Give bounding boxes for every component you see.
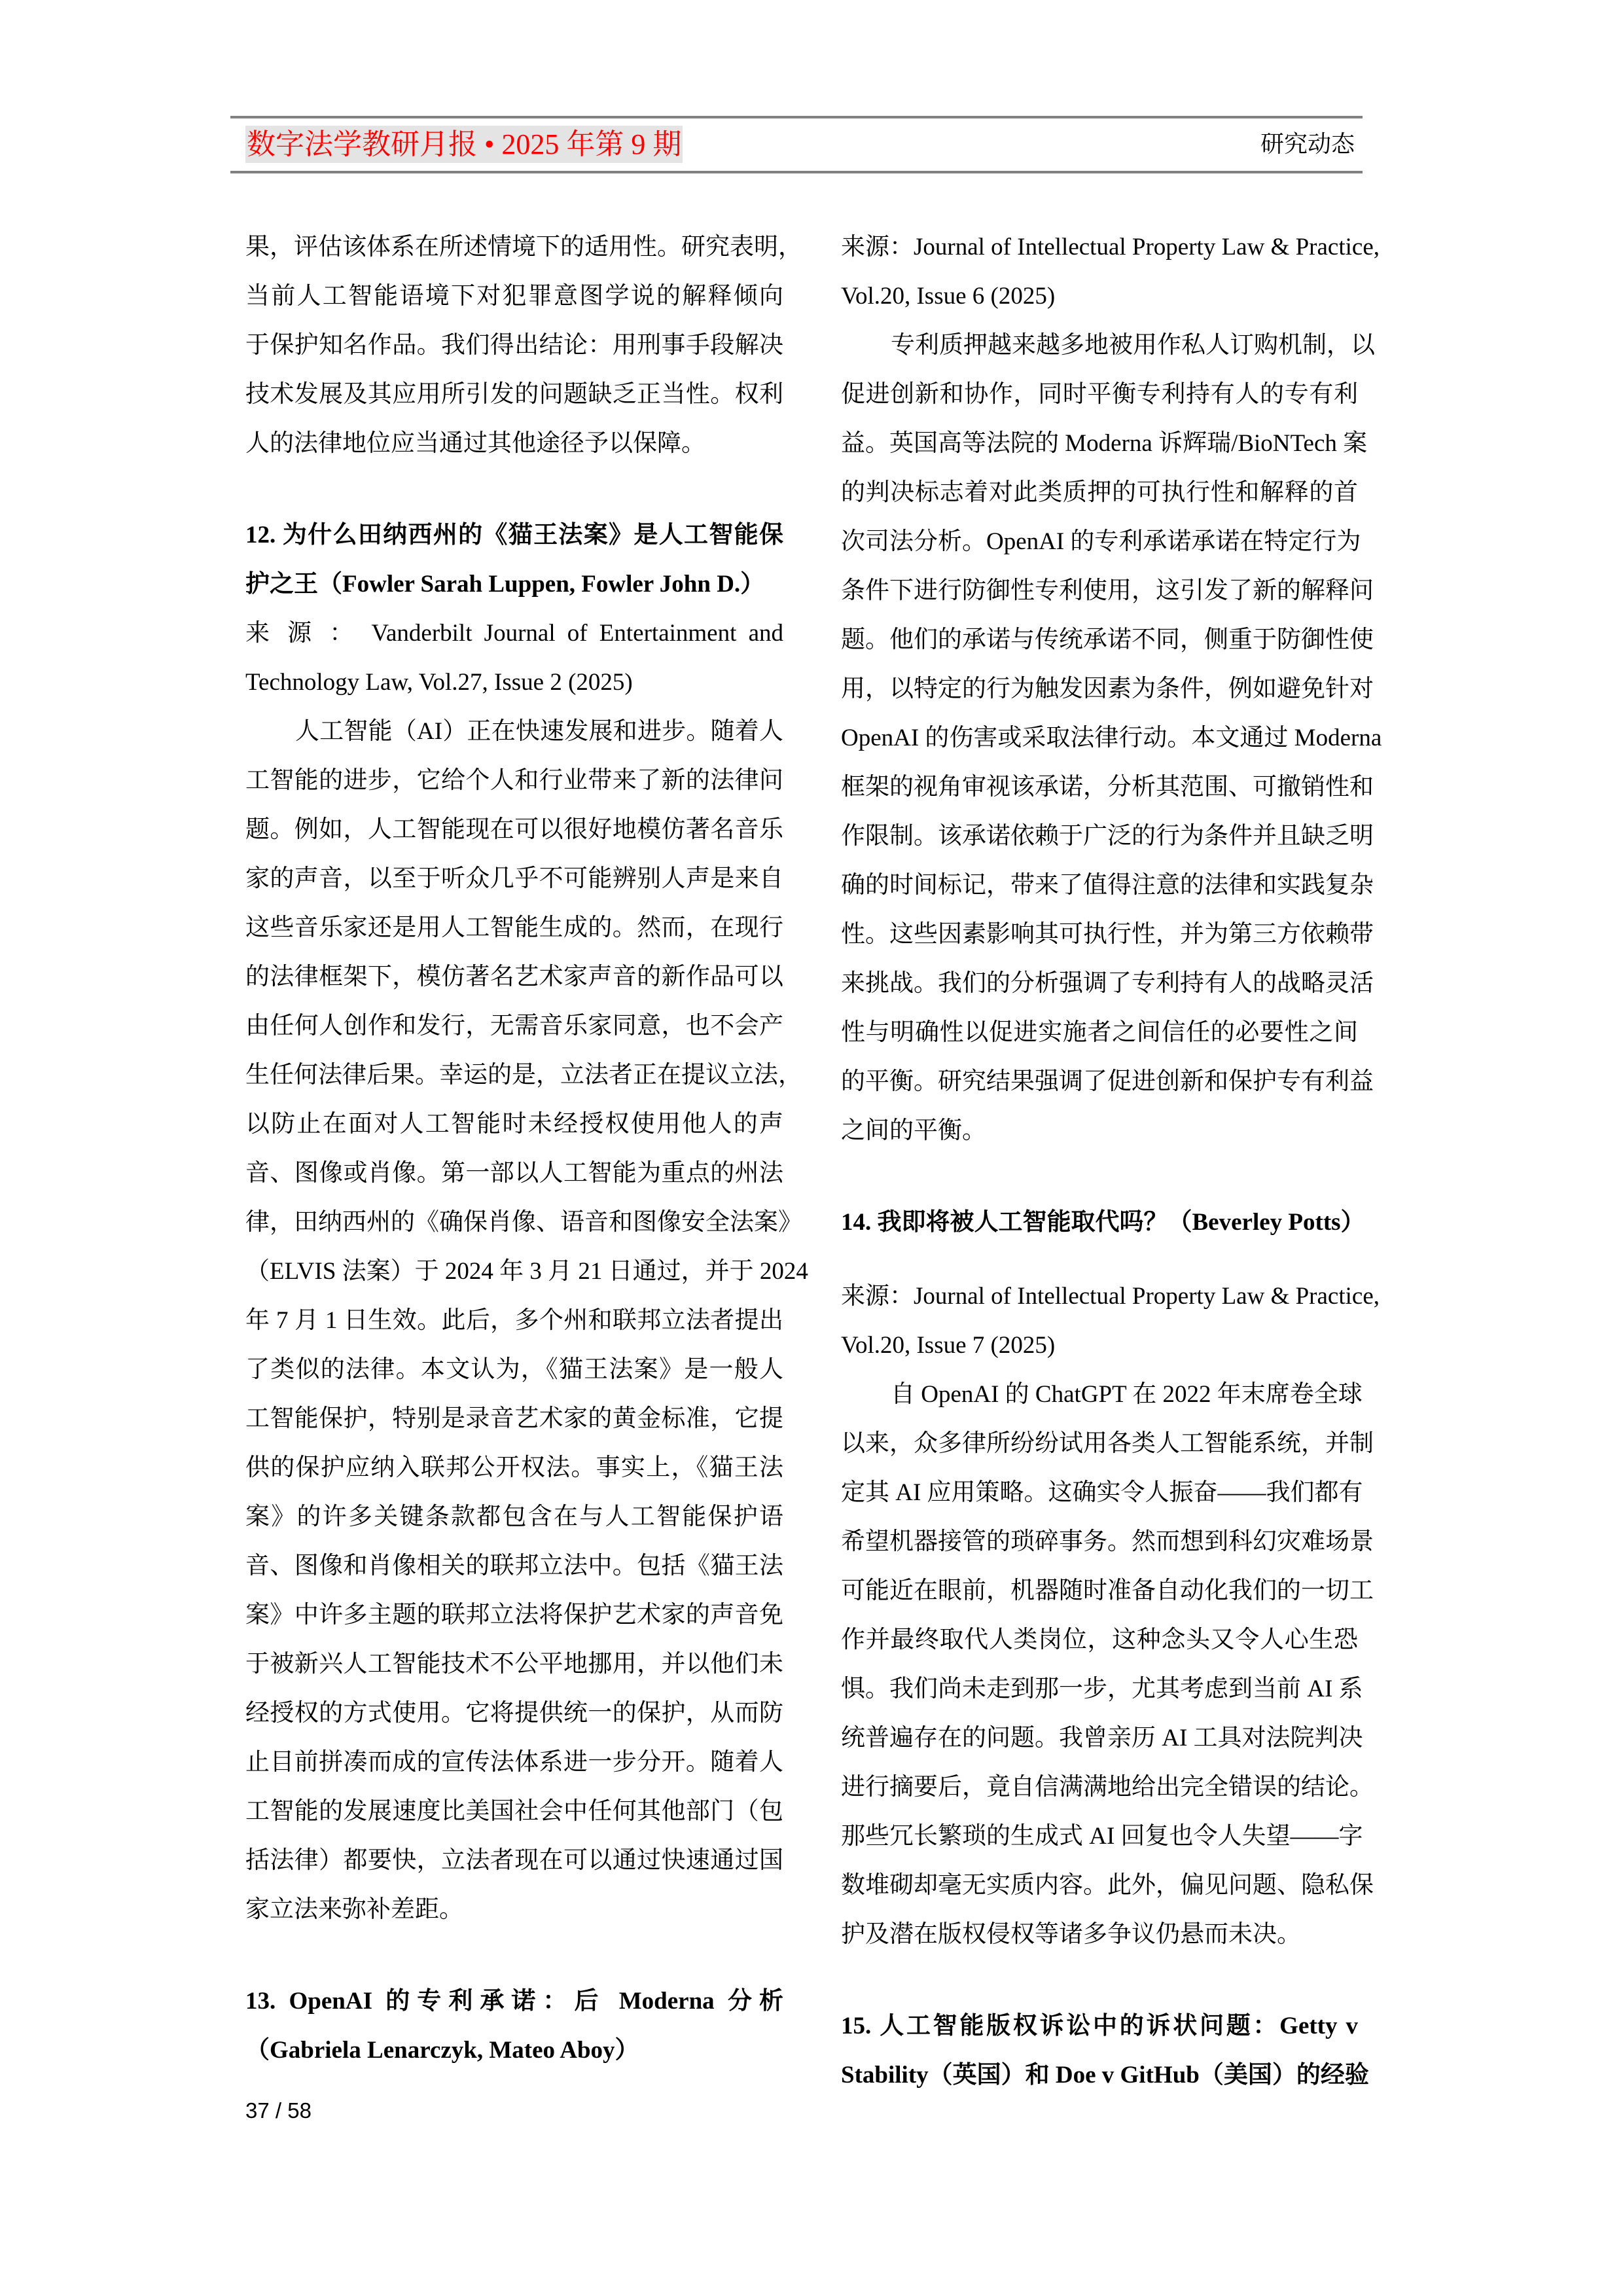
text-line: 家的声音，以至于听众几乎不可能辨别人声是来自: [245, 865, 783, 892]
text-line: 由任何人创作和发行，无需音乐家同意，也不会产: [245, 1013, 783, 1039]
page-indicator: 37 / 58: [245, 2098, 312, 2123]
header-bottom-rule: [230, 171, 1363, 173]
text-line: 当前人工智能语境下对犯罪意图学说的解释倾向: [245, 283, 783, 310]
article-title-line: 13. OpenAI 的专利承诺：后 Moderna 分析: [245, 1988, 783, 2015]
text-line: 年 7 月 1 日生效。此后，多个州和联邦立法者提出: [245, 1307, 783, 1334]
text-line: 惧。我们尚未走到那一步，尤其考虑到当前 AI 系: [841, 1676, 1363, 1702]
text-line: 音、图像或肖像。第一部以人工智能为重点的州法: [245, 1160, 783, 1187]
text-line: 的法律框架下，模仿著名艺术家声音的新作品可以: [245, 963, 783, 990]
spacer: [841, 1959, 1358, 2001]
article-title-line: 护之王（Fowler Sarah Luppen, Fowler John D.）: [245, 571, 765, 598]
article-source-line: 来源：Journal of Intellectual Property Law & Practice,: [841, 234, 1380, 260]
text-line: 确的时间标记，带来了值得注意的法律和实践复杂: [841, 872, 1374, 899]
text-line: 统普遍存在的问题。我曾亲历 AI 工具对法院判决: [841, 1725, 1363, 1751]
text-line: （ELVIS 法案）于 2024 年 3 月 21 日通过，并于 2024: [245, 1258, 808, 1285]
text-line: 音、图像和肖像相关的联邦立法中。包括《猫王法: [245, 1552, 783, 1579]
article-12: [245, 511, 808, 1934]
text-line: 案》的许多关键条款都包含在与人工智能保护语: [245, 1503, 783, 1530]
continued-paragraph: [245, 223, 802, 468]
text-line: 果，评估该体系在所述情境下的适用性。研究表明，: [245, 234, 802, 260]
text-line: 生任何法律后果。幸运的是，立法者正在提议立法，: [245, 1062, 802, 1088]
text-line: 案》中许多主题的联邦立法将保护艺术家的声音免: [245, 1602, 783, 1628]
text-line: 专利质押越来越多地被用作私人订购机制，以: [891, 332, 1375, 359]
text-line: 人的法律地位应当通过其他途径予以保障。: [245, 430, 705, 457]
text-line: 括法律）都要快，立法者现在可以通过快速通过国: [245, 1847, 783, 1874]
text-line: 促进创新和协作，同时平衡专利持有人的专有利: [841, 381, 1358, 408]
article-source-line: 来 源 ： Vanderbilt Journal of Entertainment and: [245, 620, 783, 647]
text-line: 性与明确性以促进实施者之间信任的必要性之间: [841, 1019, 1358, 1046]
article-title-line: 12. 为什么田纳西州的《猫王法案》是人工智能保: [245, 522, 783, 548]
text-line: 自 OpenAI 的 ChatGPT 在 2022 年末席卷全球: [891, 1381, 1363, 1408]
article-source-line: Technology Law, Vol.27, Issue 2 (2025): [245, 669, 633, 696]
article-title-line: 15. 人工智能版权诉讼中的诉状问题：Getty v: [841, 2013, 1358, 2039]
right-column: [841, 223, 1382, 2100]
text-line: 来挑战。我们的分析强调了专利持有人的战略灵活: [841, 970, 1374, 997]
text-line: 了类似的法律。本文认为，《猫王法案》是一般人: [245, 1356, 783, 1383]
text-line: 条件下进行防御性专利使用，这引发了新的解释问: [841, 577, 1374, 604]
text-line: 题。例如，人工智能现在可以很好地模仿著名音乐: [245, 816, 783, 843]
article-source-line: 来源：Journal of Intellectual Property Law & Practice,: [841, 1283, 1380, 1310]
text-line: 护及潜在版权侵权等诸多争议仍悬而未决。: [841, 1921, 1301, 1948]
article-13-body: [841, 223, 1382, 1155]
text-line: 于保护知名作品。我们得出结论：用刑事手段解决: [245, 332, 783, 359]
text-line: 以来，众多律所纷纷试用各类人工智能系统，并制: [841, 1430, 1374, 1457]
text-line: 定其 AI 应用策略。这确实令人振奋——我们都有: [841, 1479, 1363, 1506]
text-line: 这些音乐家还是用人工智能生成的。然而，在现行: [245, 914, 783, 941]
text-line: 于被新兴人工智能技术不公平地挪用，并以他们未: [245, 1651, 783, 1677]
text-line: 工智能的进步，它给个人和行业带来了新的法律问: [245, 767, 783, 794]
text-line: 希望机器接管的琐碎事务。然而想到科幻灾难场景: [841, 1528, 1374, 1555]
text-line: 之间的平衡。: [841, 1117, 986, 1144]
text-line: 数堆砌却毫无实质内容。此外，偏见问题、隐私保: [841, 1872, 1374, 1899]
text-line: 的判决标志着对此类质押的可执行性和解释的首: [841, 479, 1358, 506]
header-top-rule: [230, 116, 1363, 118]
text-line: 益。英国高等法院的 Moderna 诉辉瑞/BioNTech 案: [841, 430, 1368, 457]
text-line: 以防止在面对人工智能时未经授权使用他人的声: [245, 1111, 783, 1138]
text-line: 人工智能（AI）正在快速发展和进步。随着人: [295, 718, 783, 745]
text-line: 技术发展及其应用所引发的问题缺乏正当性。权利: [245, 381, 783, 408]
text-line: 经授权的方式使用。它将提供统一的保护，从而防: [245, 1700, 783, 1727]
text-line: 框架的视角审视该承诺，分析其范围、可撤销性和: [841, 774, 1374, 800]
spacer: [245, 1934, 783, 1977]
spacer: [245, 468, 783, 511]
text-line: 可能近在眼前，机器随时准备自动化我们的一切工: [841, 1577, 1374, 1604]
text-line: 进行摘要后，竟自信满满地给出完全错误的结论。: [841, 1774, 1374, 1801]
text-line: 作并最终取代人类岗位，这种念头又令人心生恐: [841, 1626, 1358, 1653]
article-14: [841, 1198, 1380, 1959]
article-13-heading: [245, 1977, 783, 2075]
spacer: [841, 1247, 1358, 1272]
section-label: 研究动态: [1260, 131, 1355, 157]
text-line: 家立法来弥补差距。: [245, 1896, 463, 1923]
article-source-line: Vol.20, Issue 6 (2025): [841, 283, 1056, 310]
article-title-line: Stability（英国）和 Doe v GitHub（美国）的经验: [841, 2062, 1369, 2089]
text-line: 工智能保护，特别是录音艺术家的黄金标准，它提: [245, 1405, 783, 1432]
text-line: 的平衡。研究结果强调了促进创新和保护专有利益: [841, 1068, 1374, 1095]
text-line: 律，田纳西州的《确保肖像、语音和图像安全法案》: [245, 1209, 802, 1236]
article-source-line: Vol.20, Issue 7 (2025): [841, 1332, 1056, 1359]
text-line: 那些冗长繁琐的生成式 AI 回复也令人失望——字: [841, 1823, 1363, 1850]
publication-title: 数字法学教研月报 • 2025 年第 9 期: [245, 126, 683, 163]
article-title-line: （Gabriela Lenarczyk, Mateo Aboy）: [245, 2037, 639, 2064]
text-line: 用，以特定的行为触发因素为条件，例如避免针对: [841, 675, 1374, 702]
text-line: 止目前拼凑而成的宣传法体系进一步分开。随着人: [245, 1749, 783, 1776]
article-abstract: [245, 707, 808, 1934]
text-line: OpenAI 的伤害或采取法律行动。本文通过 Moderna: [841, 725, 1382, 751]
text-line: 工智能的发展速度比美国社会中任何其他部门（包: [245, 1798, 783, 1825]
left-column: [245, 223, 808, 2075]
text-line: 作限制。该承诺依赖于广泛的行为条件并且缺乏明: [841, 823, 1374, 850]
text-line: 题。他们的承诺与传统承诺不同，侧重于防御性使: [841, 626, 1374, 653]
spacer: [841, 1155, 1358, 1198]
article-title-line: 14. 我即将被人工智能取代吗？（Beverley Potts）: [841, 1209, 1365, 1236]
article-15-heading: [841, 2001, 1369, 2100]
text-line: 性。这些因素影响其可执行性，并为第三方依赖带: [841, 921, 1374, 948]
text-line: 供的保护应纳入联邦公开权法。事实上，《猫王法: [245, 1454, 783, 1481]
text-line: 次司法分析。OpenAI 的专利承诺承诺在特定行为: [841, 528, 1361, 555]
